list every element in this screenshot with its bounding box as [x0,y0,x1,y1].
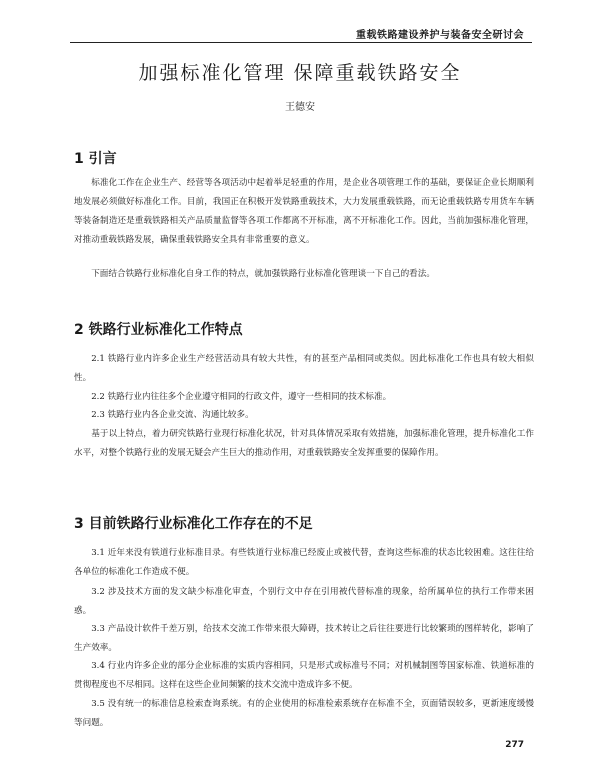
paragraph: 标准化工作在企业生产、经营等各项活动中起着举足轻重的作用，是企业各项管理工作的基础，要保证企业长期顺利地发展必须做好标准化工作。目前，我国正在积极开发铁路重载技术，大力发展重载铁路，而无论重载铁路专用货车车辆等装备制造还是重载铁路相关产品质量监督等各项工作都离不开标准，离不开标准化工作。因此，当前加强标准化管理，对推动重载铁路发展，确保重载铁路安全具有非常重要的意义。 [74,178,534,245]
paragraph: 3.3 产品设计软件千差万别，给技术交流工作带来很大障碍，技术转让之后往往要进行比较繁琐的图样转化，影响了生产效率。 [74,624,534,653]
paragraph: 2.1 铁路行业内许多企业生产经营活动具有较大共性，有的甚至产品相同或类似。因此标准化工作也具有较大相似性。 [74,354,534,383]
header-rule [70,42,532,43]
section-heading-1: 1 引言 [74,151,117,167]
paper-title: 加强标准化管理 保障重载铁路安全 [138,62,462,84]
paragraph: 3.1 近年来没有铁道行业标准目录。有些铁道行业标准已经废止或被代替，查询这些标准的状态比较困难。这往往给各单位的标准化工作造成不便。 [74,548,534,577]
paragraph: 下面结合铁路行业标准化自身工作的特点，就加强铁路行业标准化管理谈一下自己的看法。 [91,269,435,279]
paragraph: 3.2 涉及技术方面的发文缺少标准化审查，个别行文中存在引用被代替标准的现象，给所属单位的执行工作带来困惑。 [74,587,534,616]
section-heading-3: 3 目前铁路行业标准化工作存在的不足 [74,516,313,532]
section-heading-2: 2 铁路行业标准化工作特点 [74,322,243,338]
paragraph: 基于以上特点，着力研究铁路行业现行标准化状况，针对具体情况采取有效措施，加强标准化管理，提升标准化工作水平，对整个铁路行业的发展无疑会产生巨大的推动作用，对重载铁路安全发挥重要的保障作用。 [74,429,534,458]
running-header: 重载铁路建设养护与装备安全研讨会 [356,30,524,41]
paragraph: 3.4 行业内许多企业的部分企业标准的实质内容相同，只是形式或标准号不同；对机械制图等国家标准、铁道标准的贯彻程度也不尽相同。这样在这些企业间频繁的技术交流中造成许多不便。 [74,661,534,690]
paragraph: 2.2 铁路行业内往往多个企业遵守相同的行政文件，遵守一些相同的技术标准。 [91,392,392,402]
author: 王德安 [285,102,315,113]
paragraph: 3.5 没有统一的标准信息检索查询系统。有的企业使用的标准检索系统存在标准不全，页面错误较多，更新速度缓慢等问题。 [74,699,534,728]
page-number: 277 [505,740,524,750]
paragraph: 2.3 铁路行业内各企业交流、沟通比较多。 [91,410,254,420]
